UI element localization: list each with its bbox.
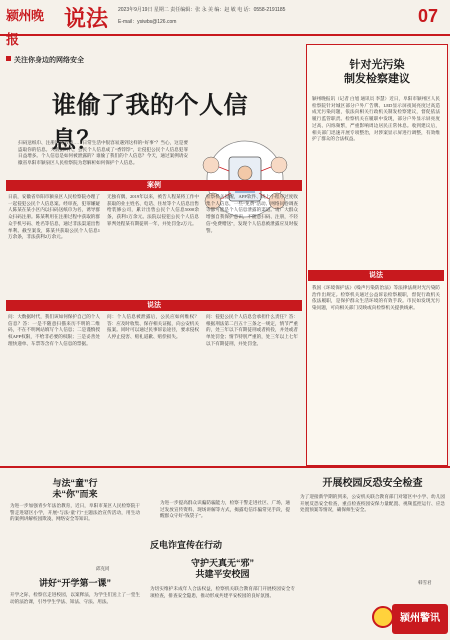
case-column: 检察机关提醒，APP软件、线上小程序过度收集个人信息，一些“免费”活动、网络问卷调查等都可能是个人信息泄露的渠道。请广大群众增强自我保护意识，不随意扫码、注册，不轻信“免费赠送”，发现个人信息被泄露应及时报警。 [206,194,298,233]
police-badge-icon [372,606,394,628]
brand-logo: 颍州警讯 [392,604,448,634]
article-text: 为了迎接新学期的到来，公安机关联合教育部门对辖区中小学、幼儿园开展反恐安全检查，重点检查校园安保力量配置、视频监控运行、应急处置预案等情况，确保师生安全。 [300,494,445,513]
article-author: 韩雪君 [418,580,432,585]
section-title: 说法 [64,6,109,31]
article-text: 为进一步提高群众识骗防骗能力，检察干警走进社区、广场，通过发放宣传资料、现场讲解等方式，揭露电信诈骗常见手段，提醒群众守好“钱袋子”。 [160,500,290,519]
article-text: 为进一步加强青少年法治教育，近日，阜阳市某区人民检察院干警走进辖区小学，开展“与法‘童’行”主题法治宣传活动，用生动的案例讲解校园欺凌、网络安全等知识。 [10,503,140,522]
right-say-text: 我国《环境保护法》《噪声污染防治法》等法律法规对光污染防治作出规定。检察机关通过公益诉讼检察履职，督促行政机关依法履职，是保护群众生活环境的有效手段。市民如发现光污染问题，可向相关部门反映或向检察机关提供线索。 [312,285,440,311]
say-section-bar: 说法 [6,300,302,311]
intro-text: 扫码送纸巾、注册送洗衣液……日常生活中很容易遇到这样的“好事”？当心，这是要盗取你的信息。大数据时代，公民个人信息成了“香饽饽”，让侵犯公民个人信息犯罪日益增多。个人信息是如何被泄露的？谁偷了我们的个人信息？今天，通过案例请安徽省阜阳市颍泉区人民检察院为您解析如何保护个人信息。 [18,140,188,166]
kicker: 关注你身边的网络安全 [14,57,84,64]
article-title: 开展校园反恐安全检查 [322,478,423,489]
article-text: 为切实维护未成年人合法权益，检察机关联合教育部门开展校园安全专项检查，排查安全隐患，推动形成共建平安校园的良好氛围。 [150,586,295,598]
right-headline: 针对光污染 制发检察建议 [344,59,410,85]
say-column: 问：个人信息被泄露后，公民应如何维权？答：应及时收集、保存相关证据，向公安机关报案。同时可以通过民事诉讼途径，要求侵权人停止侵害、赔礼道歉、赔偿损失。 [107,314,199,340]
editor-line: E-mail：ysiwbs@126.com [118,19,177,25]
issue-line: 2023年9月19日 星期二 责任编辑：张 永 美 编：赵 敏 电 话：0558-2191185 [118,7,286,13]
case-column: 无独有偶，2019年以来，被告人程某将工作中获取的业主姓名、电话、住址等个人信息出售给装修公司，累计出售公民个人信息5000余条，获利1万余元。法院以侵犯公民个人信息罪判处程某有期徒刑一年，并处罚金2万元。 [107,194,199,226]
page-number: 07 [418,6,439,26]
say-column: 问：侵犯公民个人信息会承担什么责任？答：根据刑法第二百五十三条之一规定，情节严重的，处三年以下有期徒刑或者拘役，并处或者单处罚金；情节特别严重的，处三年以上七年以下有期徒刑，并处罚金。 [206,314,298,346]
case-section-bar: 案例 [6,180,302,191]
article-text: 开学之际，检察官走进校园，以案释法，为学生们送上了一堂生动的法治课，引导学生学法、知法、守法、用法。 [10,592,140,604]
right-say-bar: 说法 [308,270,444,281]
article-title: 讲好“开学第一课” [38,578,111,588]
right-article-text: 颍州晚报讯（记者 白旭 通讯员 李慧）近日，阜阳市颍州区人民检察院针对城区部分户外广告牌、LED显示屏夜间亮度过高造成光污染问题，依法向相关行政机关制发检察建议，督促依法履行监管职责。检察机关在履职中发现，部分户外显示屏亮度过高、闪烁频繁，严重影响周边居民正常休息。收到建议后，相关部门迅速开展专项整治，对涉案显示屏进行调整，有效维护了群众的合法权益。 [312,96,440,142]
article-title: 守护天真无“邪” 共建平安校园 [190,558,254,579]
kicker-marker-icon [6,56,11,61]
newspaper-logo: 颍州晚报 [6,8,44,47]
article-author: 邱克同 [96,566,110,571]
article-title: 反电诈宣传在行动 [150,540,223,550]
section-divider [0,466,450,468]
headline: 谁偷了我的个人信息？ [52,92,248,154]
say-column: 问：大数据时代，我们该如何保护自己的个人信息？答：一是不随意扫描来历不明的二维码，不在不明网站填写个人信息；二是谨慎授权APP权限，不给非必要的权限；三是妥善处理快递单、车票等含有个人信息的票据。 [8,314,100,346]
case-column: 日前，安徽省阜阳市颍泉区人民检察院办理了一起侵犯公民个人信息案。经审查，犯罪嫌疑人陈某在某小区内以扫码送纸巾为名，诱导群众扫码注册。陈某利用在注册过程中获取的群众手机号码、姓名等信息，通过非法渠道出售牟利。截至案发，陈某共获取公民个人信息1万余条，非法获利2万余元。 [8,194,100,240]
article-title: 与法“童”行 未“你”而来 [52,478,98,499]
